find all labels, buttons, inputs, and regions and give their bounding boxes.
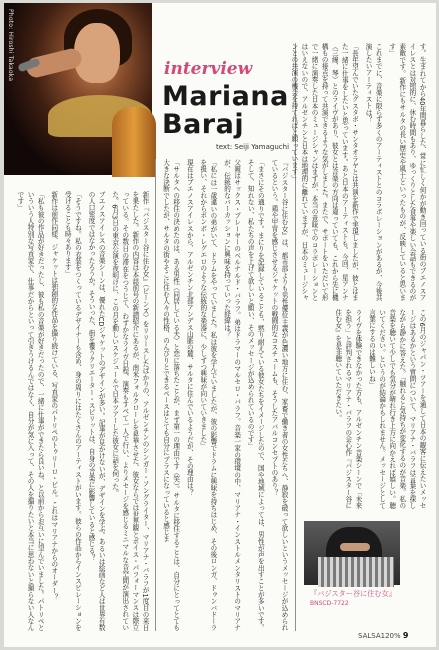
page-number: 9 bbox=[402, 631, 409, 640]
paragraph: ライヴを体験できなかった方も、アルゼンチン音楽シーンで「未来を担う」と評判されるマリアナ・バラフの会心作『バジスター谷に住む女』を是非聴いていただきたい。 bbox=[333, 309, 362, 509]
paragraph: 「そうですね。私の衣装をつくっているデザイナーも含め、身の周りにはたくさんのアーティストがいます。彼らの作品からインスピレーションを受けることも時々あります」 bbox=[63, 191, 82, 631]
column-divider bbox=[155, 159, 156, 631]
paragraph: 「サルタへの移住の決めたのは、ある男性（同居している夫）と恋に落ちたことが、まず第一の理由です（笑）。サルタに移住することは、自分にとってとても大きな決断でしたが、サルタの街やそこに住む人々の性格、のんびりとできるペースはとても自分にプラスになっていると感じま bbox=[161, 159, 180, 631]
byline: text: Seiji Yamaguchi bbox=[216, 143, 290, 151]
paragraph: 現在はブエノスアイレスから、アルゼンチン北部アンデス山脈の麓、サルタに住んでいるようだが、その理由は？ bbox=[185, 159, 194, 496]
article-title: Mariana Baraj bbox=[162, 81, 289, 140]
magazine-name: SALSA120% bbox=[358, 632, 401, 640]
cover-eyes bbox=[340, 543, 370, 551]
album-catalog-number: BNSCD-7722 bbox=[310, 600, 349, 607]
text-column-2 bbox=[161, 159, 289, 631]
album-title: 『バジスター谷に住む女』 bbox=[310, 589, 397, 598]
page-footer bbox=[358, 631, 408, 640]
text-column-1 bbox=[16, 191, 150, 631]
paragraph: す。生まれてから40年間暮らした、常に忙しく何かが動き回っている街のブエノスアイレスとは対照的に、休む時間もあり、ゆっくりとした食事や楽しい会話もできるのが素敵です。新作にもサルタの長い歴史や風土といったものが、反映していると思います」 bbox=[387, 43, 426, 301]
magazine-page bbox=[4, 3, 436, 647]
paragraph: ブエノスアイレスの音楽シーンは、優れたCDジャケットのデザインが多い。記事が見かけないが、デザインを学ぶ。あるいは絵画など人は世界有数の人口密度ではなかったろうか。そういった、街を覆うクリエーター・スピリットは、自身の音楽に影響していると感じる？ bbox=[87, 191, 106, 631]
photo-face bbox=[74, 23, 120, 83]
paragraph: この6月のジャパン・ツアーを通して日本の観客に伝えたいメッセージはあるかという質問について、マリアナ・バラフは言葉を探しながら静かに答えた。「触れると気持ちが変化するのが音楽。私の音楽を聴いて少しでも気分が晴れ行き上方に向かえれば嬉しい。聴いてください。というのが結論かもしれません。メッセージとして言葉にするのは難しいね」 bbox=[367, 309, 426, 509]
cover-scarf bbox=[318, 557, 394, 587]
paragraph: 「私には一歳違いの弟がいて、ドラムをやっていました。私は彼を学んでいましたが、彼の影響でドラムに興味を持ちはじめ、その後ロンガ、ドゥンバドーラを扱い、それからボンボ・レグエロのような伝統的な楽器に、少しずつ興味が向いていきました」 bbox=[198, 159, 217, 631]
artist-photo bbox=[4, 3, 152, 175]
paragraph: 新作は前作同様、ジャケットは独創的な作品を撮り続けている、写真家のパトリペのトゥリーロ・ビル。これはマリアナからのオーダー？ bbox=[49, 191, 58, 601]
drum-icon bbox=[112, 107, 156, 177]
paragraph: 「長年望んでいたグスタボ・サンタオラヤとは共演を新作で実現しましたが、彼とはまた一緒に仕事をしたいと思っています。あと日本のアーティストも。今回、星アンナ（三線、琴）とのライヴがあり、彼女とは音楽の方向は違っていても、これから先に機構もの接点を持って共演できるような気がしました。またで、サポートをいただいて形で一緒に演奏した日本のミュージシャンはまずが、本当の意味でのコラボレーションとはいえないので、アルゼンチンと日本は地理的に離れていますが、日本のミュージシャンとの共演の機会を持てればと願っています」 bbox=[289, 43, 359, 301]
paragraph: 「私も彼の作品が好きだったし、彼も私の音楽が好きだったので、一緒に仕事ができたら良いね、と以前からお互いに望んでいました。パトリペといういう人特別な写真家で、仕事だからといって引きうけるんではなく、自分が気に入って、その人を撮りたいと本当に思わないと撮らない人なんです」 bbox=[15, 191, 45, 631]
text-column-3 bbox=[289, 43, 427, 301]
text-column-4 bbox=[301, 309, 427, 509]
section-kicker: interview bbox=[164, 59, 253, 79]
photo-credit: Photo: Hiroshi Takaoka bbox=[7, 9, 14, 82]
paragraph: 『バジスター谷に住む女』は、都市部よりも男性優位主義が色濃い地方に住む、家畜で働き者の女性たちへ、静寂を破って欲しいというメッセージが込められているという。鶏や甲冑を感じさせるジャケットの戦闘的なコスチュームも、そうしたアバルコンセプトのあり？ bbox=[269, 159, 288, 631]
paragraph: 父親はサックス・プレーヤーのベルナルド・バラフ。弟はドラマーのマルセロ・バラフ。音楽一家の環境の中、マリアナ・インストルメンタリストのマリアナが、伝統的なバーカッションに興味を持っていった経緯は？ bbox=[222, 159, 241, 631]
album-cover bbox=[304, 521, 400, 585]
paragraph: 「まさにその通りです。まにりを記録していることも、黙り耐えている彼女たちをイメージしたので、国や地域によっては、男性が声を出すことが多いです。そして、知れない、私たちの声を上げて欲しいと願い、そのメッセージが込められているのです」 bbox=[246, 159, 265, 631]
paragraph: これまでに、音楽に限らず多くのアーティストとのコラボレーションがあるが、今後共演したいアーティストは？ bbox=[364, 43, 383, 301]
paragraph: 新作『バジスター谷に住む女』（ピーンズ）をリリースしたばかりの、アルゼンチンのシンガー・ソングライター、マリアナ・バラフが1度目の来日を果たした。新作の内容は本誌前号の新譜紹介にあるが、南米フォルクローレを昇華させた、彼女ならでは世界観とボイス・パフォーマンスは際立っている。その数日の滞在をつうじて、わずかなライヴ日程、演奏もすべて一人で行い、よりメセージを感じるミニマルな音空間が演出されていた。6月3日の東京公演を夜明けに、この月を動しいスケジュールで日本ツアーした彼女に話を伺った。 bbox=[110, 191, 149, 631]
